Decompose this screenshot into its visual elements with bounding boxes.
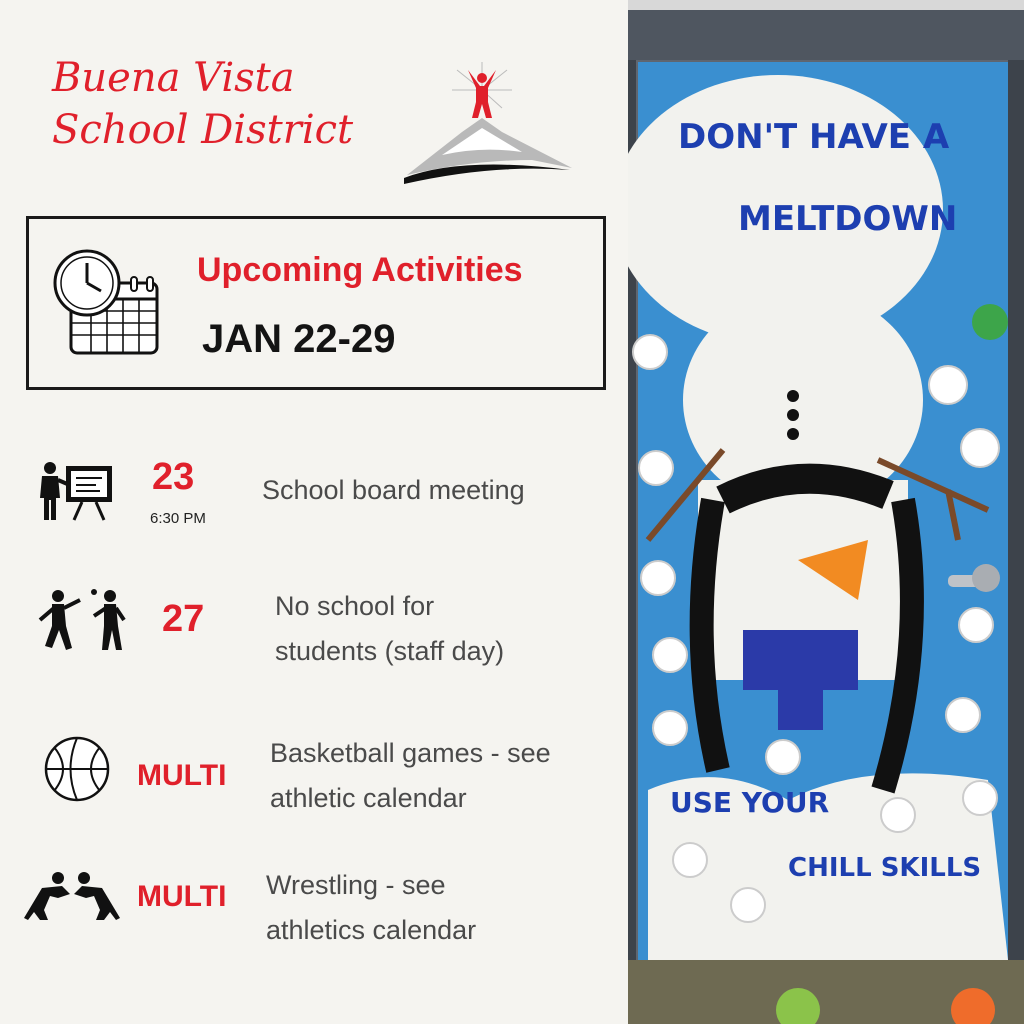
event-description: Basketball games - see athletic calendar bbox=[270, 738, 551, 813]
event-description: Wrestling - see athletics calendar bbox=[266, 870, 477, 945]
district-logo-text bbox=[52, 52, 382, 156]
event-date: MULTI bbox=[137, 880, 227, 913]
logo-line-1: Buena Vista bbox=[52, 55, 295, 101]
basketball-icon bbox=[42, 735, 112, 803]
poster-line-1: DON'T HAVE A bbox=[678, 117, 950, 157]
mountain-logo-icon bbox=[402, 60, 577, 185]
event-description: School board meeting bbox=[262, 475, 525, 505]
clock-calendar-icon bbox=[51, 249, 163, 361]
decorated-door-photo bbox=[628, 0, 1024, 1024]
activities-title: Upcoming Activities bbox=[197, 251, 523, 289]
poster-line-2: MELTDOWN bbox=[738, 199, 958, 239]
activities-date-range: JAN 22-29 bbox=[202, 317, 396, 361]
logo-line-2: School District bbox=[52, 107, 354, 153]
presentation-board-icon bbox=[36, 460, 116, 522]
poster-line-3: USE YOUR bbox=[670, 786, 830, 819]
upcoming-activities-box bbox=[26, 216, 606, 390]
event-date: 27 bbox=[162, 598, 205, 640]
wrestlers-icon bbox=[22, 868, 122, 924]
event-date: MULTI bbox=[137, 759, 227, 792]
kids-playing-icon bbox=[32, 586, 132, 656]
event-date: 23 bbox=[152, 456, 195, 498]
event-time: 6:30 PM bbox=[150, 510, 206, 527]
poster-line-4: CHILL SKILLS bbox=[788, 853, 982, 883]
event-description: No school for students (staff day) bbox=[275, 591, 505, 666]
